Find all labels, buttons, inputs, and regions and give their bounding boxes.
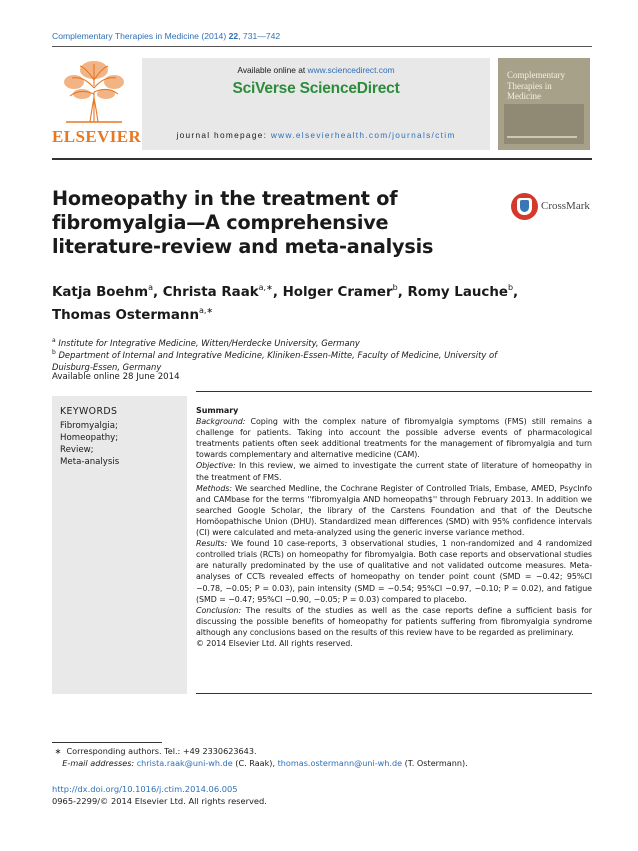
crossmark-badge[interactable] — [511, 193, 593, 221]
email-link-raak[interactable]: christa.raak@uni-wh.de — [136, 757, 233, 768]
author-affiliation-mark: a,∗ — [258, 283, 273, 292]
top-divider — [52, 46, 592, 47]
results-text: We found 10 case-reports, 3 observational studies, 1 non-randomized and 4 randomized controlled trials (RCTs) on homeopathy for fibromyalgia. Both case reports and observational studies are naturally predominated by the use of qualitative and not validated outcome measures. Meta-analyses of CCTs revealed effects of homeopathy on tender point count (SMD = −0.42; 95%CI −0.78, −0.05; P = 0.03), pain intensity (SMD = −0.54; 95%CI −0.97, −0.10; P = 0.02), and fatigue (SMD = −0.47; 95%CI −0.90, −0.05; P = 0.03) compared to placebo. — [196, 539, 592, 604]
conclusion-text: The results of the studies as well as the case reports define a sufficient basis for discussing the possible benefits of homeopathy for patients suffering from fibromyalgia syndrome although any conclusions based on the results of this review have to be regarded as preliminary. — [196, 605, 592, 637]
keyword-item: Homeopathy; — [60, 433, 119, 443]
email-line — [52, 758, 592, 770]
abstract-bottom-rule — [196, 693, 592, 694]
affiliation — [52, 347, 502, 373]
email-owner-ostermann: (T. Ostermann). — [402, 757, 468, 768]
journal-ref-text: Complementary Therapies in Medicine (2014) — [52, 31, 229, 41]
abstract-conclusion — [196, 605, 592, 638]
journal-cover-thumbnail — [498, 58, 590, 150]
header-divider — [52, 158, 592, 160]
author-separator: , — [397, 285, 408, 300]
journal-ref-volume: 22 — [228, 31, 239, 41]
abstract-top-rule — [196, 391, 592, 392]
email-link-ostermann[interactable]: thomas.ostermann@uni-wh.de — [277, 757, 403, 768]
methods-text: We searched Medline, the Cochrane Register of Controlled Trials, Embase, AMED, PsycInfo and CAMbase for the terms ''fibromyalgia AND homeopath$'' through February 2013. In addition we searched Google Scholar, the library of the Carstens Foundation and that of the Deutsche Homöopathische Union (DHU). Standardized mean differences (SMD) with 95% confidence intervals (CI) were calculated and meta-analyzed using the generic inverse variance method. — [196, 483, 592, 538]
objective-text: In this review, we aimed to investigate the current state of literature of homeopathy in the treatment of FMS. — [196, 461, 592, 482]
email-owner-raak: (C. Raak), — [232, 757, 278, 768]
abstract — [196, 405, 592, 649]
issn-copyright: 0965-2299/© 2014 Elsevier Ltd. All rights reserved. — [52, 796, 267, 806]
article-title: Homeopathy in the treatment of fibromyalgia—A comprehensive literature-review and meta-analysis — [52, 187, 434, 258]
elsevier-wordmark: ELSEVIER — [52, 127, 142, 146]
cover-rule — [507, 136, 577, 138]
keywords-title: KEYWORDS — [60, 406, 118, 417]
author-separator: , — [513, 285, 519, 300]
keywords-list — [60, 420, 119, 468]
cover-image-band — [504, 104, 584, 144]
corresponding-line — [52, 746, 592, 758]
affiliation-mark: a — [52, 337, 56, 344]
keyword-item: Meta-analysis — [60, 457, 120, 467]
author-affiliation-mark: b — [392, 283, 398, 292]
crossmark-label: CrossMark — [541, 200, 590, 212]
author-name: Katja Boehm — [52, 285, 149, 300]
author-name: Thomas Ostermann — [52, 308, 199, 323]
corresponding-text: Corresponding authors. Tel.: +49 2330623643. — [66, 746, 257, 756]
available-online-at — [142, 65, 490, 75]
author-name: Christa Raak — [162, 285, 259, 300]
affiliation-mark: b — [52, 349, 56, 356]
author-separator: , — [152, 285, 163, 300]
author-name: Romy Lauche — [407, 285, 508, 300]
doi-link[interactable]: http://dx.doi.org/10.1016/j.ctim.2014.06.005 — [52, 784, 238, 794]
elsevier-logo — [52, 58, 142, 150]
abstract-results — [196, 538, 592, 605]
objective-label: Objective: — [196, 461, 236, 471]
author-name: Holger Cramer — [282, 285, 393, 300]
author-list — [52, 279, 552, 325]
journal-reference — [52, 31, 280, 41]
author-separator: , — [272, 285, 283, 300]
sciencedirect-link[interactable]: www.sciencedirect.com — [307, 65, 395, 75]
keywords-box — [52, 396, 187, 694]
conclusion-label: Conclusion: — [196, 605, 242, 615]
available-online-date: Available online 28 June 2014 — [52, 372, 180, 382]
abstract-summary-heading: Summary — [196, 406, 239, 415]
journal-ref-pages: , 731—742 — [238, 31, 281, 41]
abstract-methods — [196, 483, 592, 538]
journal-header-box — [142, 58, 490, 150]
abstract-copyright: © 2014 Elsevier Ltd. All rights reserved. — [196, 638, 353, 648]
background-label: Background: — [196, 417, 246, 427]
journal-homepage — [142, 130, 490, 140]
background-text: Coping with the complex nature of fibromyalgia symptoms (FMS) still remains a challenge for patients. Taking into account the possible adverse events of pharmacological treatments patients often seek additional treatments for the management of fibromyalgia and turn towards complementary and alternative medicine (CAM). — [196, 417, 592, 460]
abstract-background — [196, 416, 592, 460]
footnote-star: ∗ — [54, 746, 62, 756]
author-affiliation-mark: a — [148, 283, 153, 292]
keyword-item: Fibromyalgia; — [60, 421, 118, 431]
cover-title: Complementary Therapies in Medicine — [507, 70, 565, 101]
elsevier-tree-icon — [60, 58, 128, 124]
homepage-link[interactable]: www.elsevierhealth.com/journals/ctim — [270, 130, 456, 140]
author-affiliation-mark: b — [507, 283, 514, 292]
keyword-item: Review; — [60, 445, 94, 455]
email-label: E-mail addresses: — [62, 757, 135, 768]
methods-label: Methods: — [196, 483, 232, 493]
abstract-objective — [196, 460, 592, 482]
author-affiliation-mark: a,∗ — [198, 306, 214, 315]
crossmark-icon — [511, 193, 538, 220]
affiliation-text: Institute for Integrative Medicine, Witten/Herdecke University, Germany — [58, 338, 360, 348]
affiliation-text: Department of Internal and Integrative Medicine, Kliniken-Essen-Mitte, Faculty of Medicine, University of Duisburg-Essen, Germany — [52, 350, 498, 372]
footnote-rule — [52, 742, 162, 743]
available-prefix: Available online at — [237, 65, 308, 75]
corresponding-footnote — [52, 746, 592, 769]
homepage-prefix: journal homepage: — [176, 130, 271, 140]
results-label: Results: — [196, 539, 228, 549]
sciverse-brand: SciVerse ScienceDirect — [232, 80, 400, 97]
